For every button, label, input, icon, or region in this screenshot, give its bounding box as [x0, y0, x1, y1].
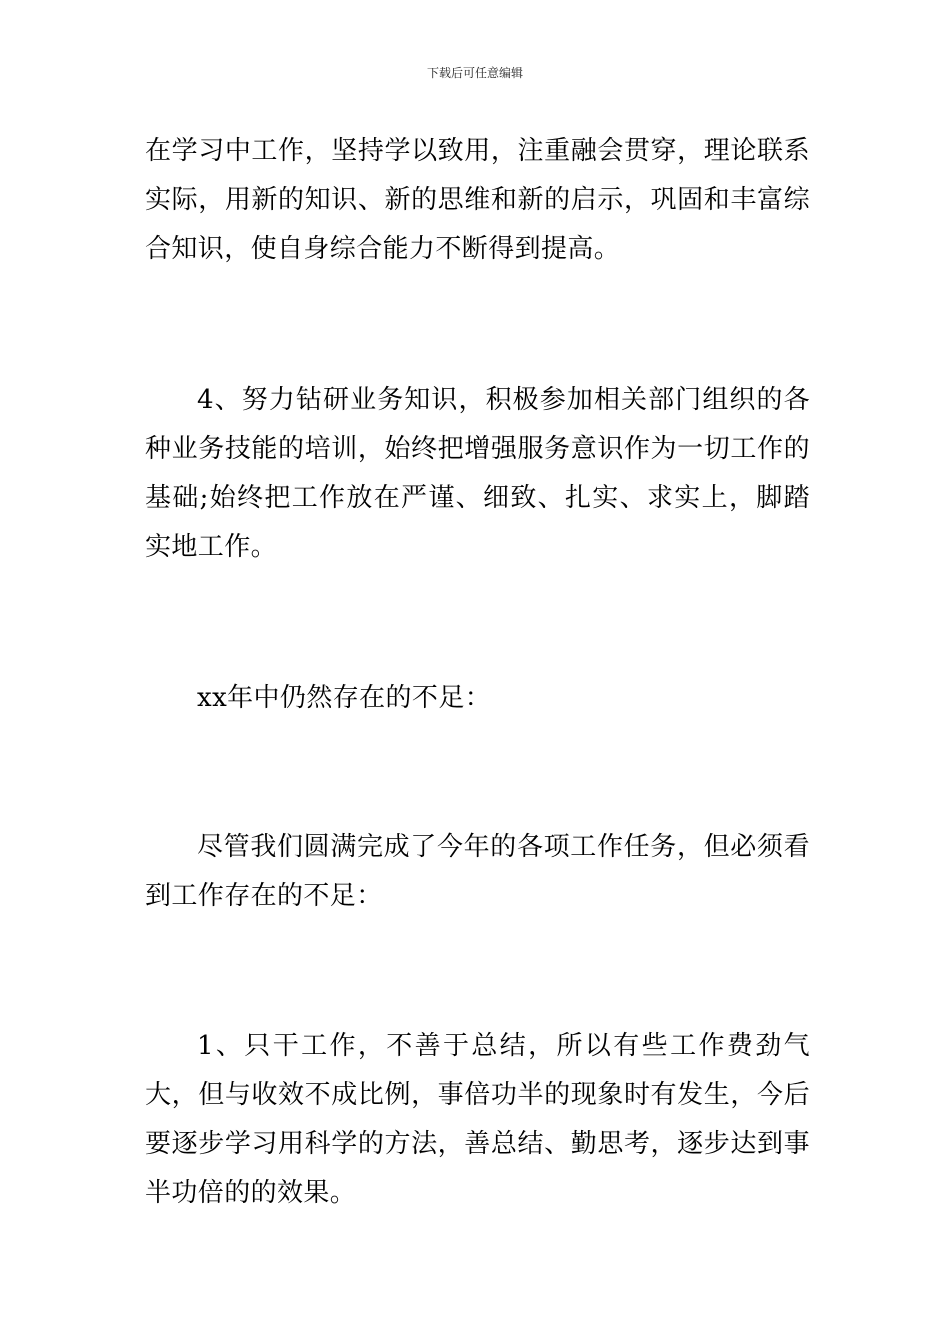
paragraph-study-work: 在学习中工作，坚持学以致用，注重融会贯穿，理论联系实际，用新的知识、新的思维和新的启示，巩固和丰富综合知识，使自身综合能力不断得到提高。 [145, 136, 810, 264]
paragraph-shortcomings-intro: 尽管我们圆满完成了今年的各项工作任务，但必须看到工作存在的不足： [145, 832, 810, 911]
paragraph-item-4: 4、努力钻研业务知识，积极参加相关部门组织的各种业务技能的培训，始终把增强服务意识作为一切工作的基础;始终把工作放在严谨、细致、扎实、求实上，脚踏实地工作。 [145, 385, 810, 562]
page-header: 下载后可任意编辑 [426, 66, 523, 80]
paragraph-shortcoming-1: 1、只干工作，不善于总结，所以有些工作费劲气大，但与收效不成比例，事倍功半的现象时有发生，今后要逐步学习用科学的方法，善总结、勤思考，逐步达到事半功倍的的效果。 [145, 1031, 810, 1208]
section-heading-shortcomings: xx年中仍然存在的不足： [197, 683, 492, 713]
